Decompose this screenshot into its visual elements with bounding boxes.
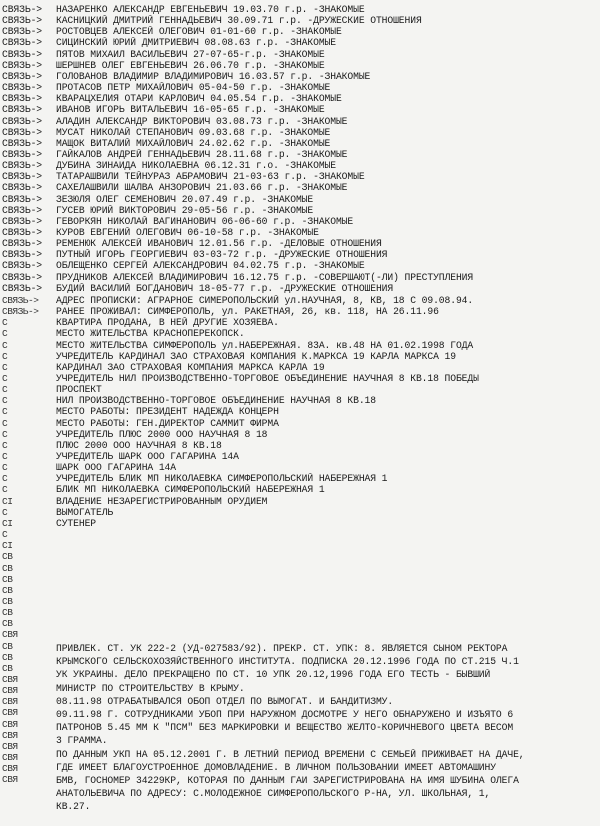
link-row: [2, 71, 596, 82]
link-text: БУДИЙ ВАСИЛИЙ БОГДАНОВИЧ 18-05-77 г.р. -ДРУЖЕСКИЕ ОТНОШЕНИЯ: [56, 282, 394, 294]
link-row: [2, 82, 596, 93]
link-prefix: СВЯЗЬ->: [2, 271, 42, 283]
margin-label: СВЯ: [2, 685, 18, 697]
link-prefix: СВЯЗЬ->: [2, 26, 42, 38]
detail-line: БЛИК МП НИКОЛАЕВКА СИМФЕРОПОЛЬСКИЙ НАБЕРЕЖНАЯ 1: [56, 484, 325, 496]
link-row: [2, 138, 596, 149]
detail-line: МЕСТО ЖИТЕЛЬСТВА СИМФЕРОПОЛЬ ул.НАБЕРЕЖНАЯ. 83А. кв.48 НА 01.02.1998 ГОДА: [56, 339, 474, 351]
margin-label: С: [2, 350, 8, 362]
margin-label: СВЯ: [2, 707, 18, 719]
margin-label: СВ: [2, 573, 13, 585]
link-row: [2, 227, 596, 238]
link-prefix: СВЯЗЬ->: [2, 204, 42, 216]
margin-label: СВЯ: [2, 629, 18, 641]
link-text: РОСТОВЦЕВ АЛЕКСЕЙ ОЛЕГОВИЧ 01-01-60 г.р. -ЗНАКОМЫЕ: [56, 26, 342, 38]
detail-line: КАРДИНАЛ ЗАО СТРАХОВАЯ КОМПАНИЯ МАРКСА КАРЛА 19: [56, 361, 325, 373]
link-row: [2, 149, 596, 160]
link-row: [2, 249, 596, 260]
link-prefix: СВЯЗЬ->: [2, 171, 42, 183]
link-text: ПРУДНИКОВ АЛЕКСЕЙ ВЛАДИМИРОВИЧ 16.12.75 г.р. -СОВЕРШАЮТ(-ЛИ) ПРЕСТУПЛЕНИЯ: [56, 271, 474, 283]
margin-label: С: [2, 372, 8, 384]
margin-label: С: [2, 428, 8, 440]
link-row: [2, 60, 596, 71]
link-text: КВАРАЦХЕЛИЯ ОТАРИ КАРЛОВИЧ 04.05.54 г.р. -ЗНАКОМЫЕ: [56, 93, 342, 105]
margin-label: СВЯ: [2, 740, 18, 752]
detail-line: ПЛЮС 2000 ООО НАУЧНАЯ 8 КВ.18: [56, 439, 222, 451]
link-text: СИЦИНСКИЙ ЮРИЙ ДМИТРИЕВИЧ 08.08.63 г.р. -ЗНАКОМЫЕ: [56, 37, 336, 49]
detail-line: КВАРТИРА ПРОДАНА, В НЕЙ ДРУГИЕ ХОЗЯЕВА.: [56, 317, 279, 329]
margin-label: С: [2, 384, 8, 396]
detail-line: АДРЕС ПРОПИСКИ: АГРАРНОЕ СИМЕРОПОЛЬСКИЙ ул.НАУЧНАЯ, 8, КВ, 18 С 09.08.94.: [56, 294, 474, 306]
margin-label: СВ: [2, 551, 13, 563]
link-row: [2, 283, 596, 294]
record-line: 08.11.98 ОТРАБАТЫВАЛСЯ ОБОП ОТДЕЛ ПО ВЫМОГАТ. И БАНДИТИЗМУ.: [56, 695, 394, 707]
link-prefix: СВЯЗЬ->: [2, 126, 42, 138]
link-prefix: СВЯЗЬ->: [2, 227, 42, 238]
link-row: [2, 104, 596, 115]
link-text: ПРОТАСОВ ПЕТР МИХАЙЛОВИЧ 05-04-50 г.р. -ЗНАКОМЫЕ: [56, 82, 331, 94]
margin-label: С: [2, 484, 8, 496]
link-text: ГАЙКАЛОВ АНДРЕЙ ГЕННАДЬЕВИЧ 28.11.68 г.р. -ЗНАКОМЫЕ: [56, 148, 348, 160]
link-text: МАЩОК ВИТАЛИЙ МИХАЙЛОВИЧ 24.02.62 г.р. -ЗНАКОМЫЕ: [56, 137, 331, 149]
link-row: [2, 93, 596, 104]
link-prefix: СВЯЗЬ->: [2, 249, 42, 261]
detail-line: МЕСТО РАБОТЫ: ГЕН.ДИРЕКТОР САММИТ ФИРМА: [56, 417, 279, 429]
link-prefix: СВЯЗЬ->: [2, 70, 42, 82]
margin-label: СВЯЗЬ->: [2, 306, 39, 318]
link-prefix: СВЯЗЬ->: [2, 160, 42, 172]
detail-line: СУТЕНЕР: [56, 517, 96, 529]
link-prefix: СВЯЗЬ->: [2, 282, 42, 294]
link-row: [2, 160, 596, 171]
margin-label: СВ: [2, 607, 13, 619]
link-row: [2, 116, 596, 127]
link-text: КАСНИЦКИЙ ДМИТРИЙ ГЕННАДЬЕВИЧ 30.09.71 г.р. -ДРУЖЕСКИЕ ОТНОШЕНИЯ: [56, 15, 422, 27]
link-prefix: СВЯЗЬ->: [2, 93, 42, 105]
link-prefix: СВЯЗЬ->: [2, 15, 42, 27]
link-text: КУРОВ ЕВГЕНИЙ ОЛЕГОВИЧ 06-10-58 г.р. -ЗНАКОМЫЕ: [56, 227, 319, 238]
detail-line: УЧРЕДИТЕЛЬ НИЛ ПРОИЗВОДСТВЕННО-ТОРГОВОЕ ОБЪЕДИНЕНИЕ НАУЧНАЯ 8 КВ.18 ПОБЕДЫ: [56, 372, 479, 384]
link-row: [2, 127, 596, 138]
link-prefix: СВЯЗЬ->: [2, 148, 42, 160]
margin-label: С: [2, 317, 8, 329]
link-text: ИВАНОВ ИГОРЬ ВИТАЛЬЕВИЧ 16-05-65 г.р. -ЗНАКОМЫЕ: [56, 104, 325, 116]
margin-label: С: [2, 339, 8, 351]
detail-line: УЧРЕДИТЕЛЬ ШАРК ООО ГАГАРИНА 14А: [56, 451, 239, 462]
detail-line: МЕСТО ЖИТЕЛЬСТВА КРАСНОПЕРЕКОПСК.: [56, 328, 245, 340]
detail-line: УЧРЕДИТЕЛЬ БЛИК МП НИКОЛАЕВКА СИМФЕРОПОЛЬСКИЙ НАБЕРЕЖНАЯ 1: [56, 473, 388, 485]
margin-label: СВ: [2, 584, 13, 596]
link-row: [2, 4, 596, 15]
margin-label: СВЯ: [2, 763, 18, 775]
link-text: ТАТАРАШВИЛИ ТЕЙНУРАЗ АБРАМОВИЧ 21-03-63 г.р. -ЗНАКОМЫЕ: [56, 171, 365, 183]
margin-label: СВ: [2, 562, 13, 574]
link-row: [2, 194, 596, 205]
record-line: 3 ГРАММА.: [56, 735, 108, 747]
margin-label: СВЯЗЬ->: [2, 294, 39, 306]
link-row: [2, 182, 596, 193]
detail-line: НИЛ ПРОИЗВОДСТВЕННО-ТОРГОВОЕ ОБЪЕДИНЕНИЕ НАУЧНАЯ 8 КВ.18: [56, 395, 376, 407]
link-prefix: СВЯЗЬ->: [2, 104, 42, 116]
link-text: РЕМЕНЮК АЛЕКСЕЙ ИВАНОВИЧ 12.01.56 г.р. -ДЕЛОВЫЕ ОТНОШЕНИЯ: [56, 238, 382, 250]
link-prefix: СВЯЗЬ->: [2, 37, 42, 49]
link-prefix: СВЯЗЬ->: [2, 260, 42, 272]
margin-label: СВ: [2, 618, 13, 630]
link-text: ДУБИНА ЗИНАИДА НИКОЛАЕВНА 06.12.31 г.о. -ЗНАКОМЫЕ: [56, 160, 336, 172]
link-prefix: СВЯЗЬ->: [2, 59, 42, 71]
link-row: [2, 272, 596, 283]
margin-label: С: [2, 328, 8, 340]
record-line: АНАТОЛЬЕВИЧА ПО АДРЕСУ: С.МОЛОДЕЖНОЕ СИМФЕРОПОЛЬСКОГО Р-НА, УЛ. ШКОЛЬНАЯ, 1,: [56, 788, 491, 800]
record-line: ПАТРОНОВ 5.45 ММ К "ПСМ" БЕЗ МАРКИРОВКИ И ВЕЩЕСТВО ЖЕЛТО-КОРИЧНЕВОГО ЦВЕТА ВЕСОМ: [56, 722, 514, 734]
link-prefix: СВЯЗЬ->: [2, 82, 42, 94]
margin-label: СВЯ: [2, 696, 18, 708]
record-line: КВ.27.: [56, 801, 91, 813]
detail-line: ВЛАДЕНИЕ НЕЗАРЕГИСТРИРОВАННЫМ ОРУДИЕМ: [56, 495, 268, 507]
detail-line: РАНЕЕ ПРОЖИВАЛ: СИМФЕРОПОЛЬ, ул. РАКЕТНАЯ, 26, кв. 118, НА 26.11.96: [56, 306, 439, 318]
detail-line: ПРОСПЕКТ: [56, 384, 102, 396]
link-row: [2, 205, 596, 216]
link-prefix: СВЯЗЬ->: [2, 115, 42, 127]
record-line: ГДЕ ИМЕЕТ БЛАГОУСТРОЕННОЕ ДОМОВЛАДЕНИЕ. В ЛИЧНОМ ПОЛЬЗОВАНИИ ИМЕЕТ АВТОМАШИНУ: [56, 761, 496, 773]
margin-label: СВЯ: [2, 674, 18, 685]
record-line: КРЫМСКОГО СЕЛЬСКОХОЗЯЙСТВЕННОГО ИНСТИТУТА. ПОДПИСКА 20.12.1996 ГОДА ПО СТ.215 Ч.1: [56, 656, 519, 668]
link-text: ШЕРШНЕВ ОЛЕГ ЕВГЕНЬЕВИЧ 26.06.70 г.р. -ЗНАКОМЫЕ: [56, 59, 325, 71]
detail-line: ВЫМОГАТЕЛЬ: [56, 506, 114, 518]
detail-line: УЧРЕДИТЕЛЬ ПЛЮС 2000 ООО НАУЧНАЯ 8 18: [56, 428, 268, 440]
link-row: [2, 49, 596, 60]
record-line: ПО ДАННЫМ УКП НА 05.12.2001 Г. В ЛЕТНИЙ ПЕРИОД ВРЕМЕНИ С СЕМЬЕЙ ПРИЖИВАЕТ НА ДАЧЕ,: [56, 748, 525, 760]
margin-label: С: [2, 406, 8, 418]
link-text: ГЕВОРКЯН НИКОЛАЙ ВАГИНАНОВИЧ 06-06-60 г.р. -ЗНАКОМЫЕ: [56, 215, 354, 227]
record-line: УК УКРАИНЫ. ДЕЛО ПРЕКРАЩЕНО ПО СТ. 10 УПК 20.12,1996 ГОДА ЕГО ТЕСТЬ - БЫВШИЙ: [56, 669, 491, 681]
margin-label: С: [2, 473, 8, 485]
margin-label: С: [2, 506, 8, 518]
link-text: ЗЕЗЮЛЯ ОЛЕГ СЕМЕНОВИЧ 20.07.49 г.р. -ЗНАКОМЫЕ: [56, 193, 314, 205]
margin-label: СВЯ: [2, 774, 18, 786]
link-row: [2, 15, 596, 26]
link-row: [2, 260, 596, 271]
link-prefix: СВЯЗЬ->: [2, 215, 42, 227]
margin-label: С: [2, 462, 8, 474]
link-text: САХЕЛАШВИЛИ ШАЛВА АНЗОРОВИЧ 21.03.66 г.р. -ЗНАКОМЫЕ: [56, 182, 348, 194]
margin-label: С: [2, 529, 8, 541]
detail-line: ШАРК ООО ГАГАРИНА 14А: [56, 462, 176, 474]
link-row: [2, 171, 596, 182]
link-prefix: СВЯЗЬ->: [2, 238, 42, 250]
margin-label: СВ: [2, 640, 13, 652]
link-prefix: СВЯЗЬ->: [2, 48, 42, 60]
link-prefix: СВЯЗЬ->: [2, 4, 42, 15]
link-row: [2, 26, 596, 37]
link-text: МУСАТ НИКОЛАЙ СТЕПАНОВИЧ 09.03.68 г.р. -ЗНАКОМЫЕ: [56, 126, 331, 138]
record-line: МИНИСТР ПО СТРОИТЕЛЬСТВУ В КРЫМУ.: [56, 682, 245, 694]
link-prefix: СВЯЗЬ->: [2, 182, 42, 194]
margin-label: СВЯ: [2, 752, 18, 764]
margin-label: С: [2, 451, 8, 462]
margin-label: С: [2, 417, 8, 429]
margin-label: СВ: [2, 595, 13, 607]
margin-label: СВ: [2, 651, 13, 663]
record-line: ПРИВЛЕК. СТ. УК 222-2 (УД-027583/92). ПРЕКР. СТ. УПК: 8. ЯВЛЯЕТСЯ СЫНОМ РЕКТОРА: [56, 643, 508, 654]
margin-label: СІ: [2, 517, 13, 529]
detail-line: МЕСТО РАБОТЫ: ПРЕЗИДЕНТ НАДЕЖДА КОНЦЕРН: [56, 406, 279, 418]
link-text: АЛАДИН АЛЕКСАНДР ВИКТОРОВИЧ 03.08.73 г.р. -ЗНАКОМЫЕ: [56, 115, 348, 127]
link-text: ОБЛЕЩЕНКО СЕРГЕЙ АЛЕКСАНДРОВИЧ 04.02.75 г.р. -ЗНАКОМЫЕ: [56, 260, 365, 272]
margin-label: СВЯ: [2, 729, 18, 741]
link-text: ПУТНЫЙ ИГОРЬ ГЕОРГИЕВИЧ 03-03-72 г.р. -ДРУЖЕСКИЕ ОТНОШЕНИЯ: [56, 249, 388, 261]
margin-label: СВ: [2, 662, 13, 674]
link-text: ГУСЕВ ЮРИЙ ВИКТОРОВИЧ 29-05-56 г.р. -ЗНАКОМЫЕ: [56, 204, 314, 216]
link-row: [2, 238, 596, 249]
record-line: БМВ, ГОСНОМЕР 34229КР, КОТОРАЯ ПО ДАННЫМ ГАИ ЗАРЕГИСТРИРОВАНА НА ИМЯ ШУБИНА ОЛЕГА: [56, 775, 519, 786]
link-row: [2, 37, 596, 48]
margin-label: С: [2, 361, 8, 373]
record-line: 09.11.98 Г. СОТРУДНИКАМИ УБОП ПРИ НАРУЖНОМ ДОСМОТРЕ У НЕГО ОБНАРУЖЕНО И ИЗЪЯТО 6: [56, 709, 514, 720]
link-prefix: СВЯЗЬ->: [2, 137, 42, 149]
link-text: ПЯТОВ МИХАИЛ ВАСИЛЬЕВИЧ 27-07-65-г.р. -ЗНАКОМЫЕ: [56, 48, 325, 60]
link-row: [2, 216, 596, 227]
link-text: НАЗАРЕНКО АЛЕКСАНДР ЕВГЕНЬЕВИЧ 19.03.70 г.р. -ЗНАКОМЫЕ: [56, 4, 365, 15]
link-prefix: СВЯЗЬ->: [2, 193, 42, 205]
margin-label: С: [2, 395, 8, 407]
link-text: ГОЛОВАНОВ ВЛАДИМИР ВЛАДИМИРОВИЧ 16.03.57 г.р. -ЗНАКОМЫЕ: [56, 70, 371, 82]
margin-label: СВЯ: [2, 718, 18, 730]
margin-label: CI: [2, 495, 13, 507]
margin-label: СІ: [2, 540, 13, 552]
margin-label: С: [2, 439, 8, 451]
detail-line: УЧРЕДИТЕЛЬ КАРДИНАЛ ЗАО СТРАХОВАЯ КОМПАНИЯ К.МАРКСА 19 КАРЛА МАРКСА 19: [56, 350, 456, 362]
